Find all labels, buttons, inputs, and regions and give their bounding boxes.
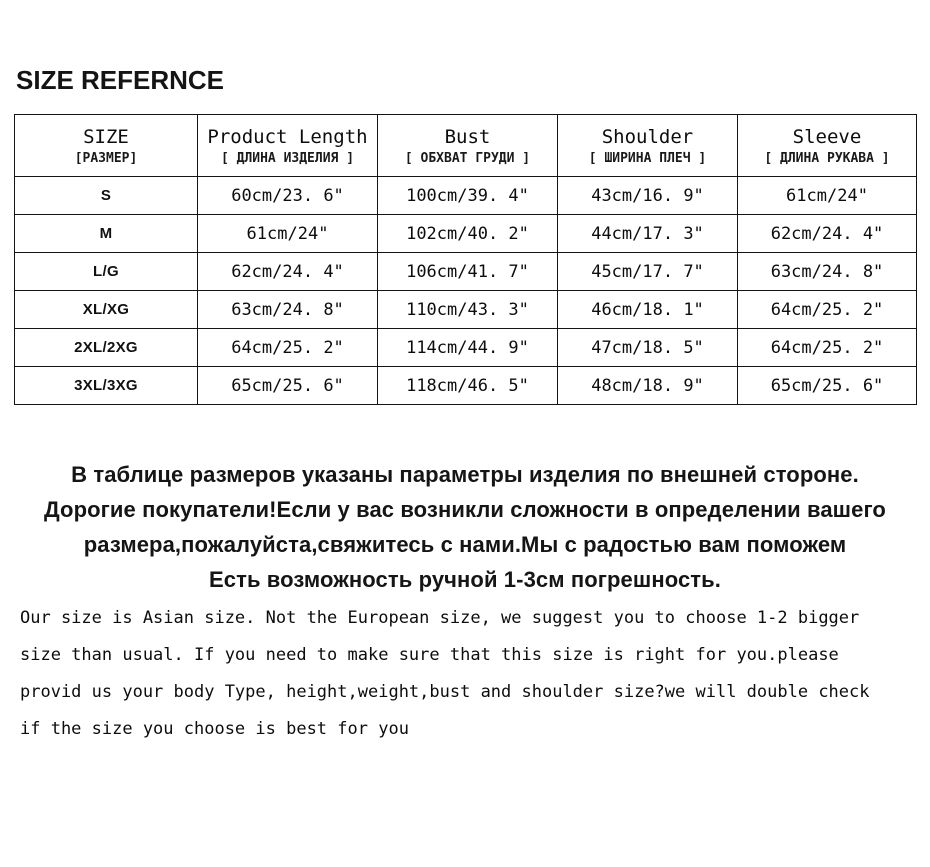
column-label: Product Length bbox=[207, 125, 368, 148]
size-label: XL/XG bbox=[15, 291, 198, 329]
note-english-line: Our size is Asian size. Not the European size, we suggest you to choose 1-2 bigger bbox=[20, 608, 860, 628]
product-length-value: 63cm/24. 8" bbox=[198, 291, 378, 329]
sleeve-value: 62cm/24. 4" bbox=[738, 215, 917, 253]
size-label: 2XL/2XG bbox=[15, 329, 198, 367]
shoulder-value: 43cm/16. 9" bbox=[558, 177, 738, 215]
column-header-shoulder bbox=[558, 115, 738, 177]
column-sublabel: [ ДЛИНА ИЗДЕЛИЯ ] bbox=[220, 150, 355, 166]
sleeve-value: 61cm/24" bbox=[738, 177, 917, 215]
note-english-line: size than usual. If you need to make sure that this size is right for you.please bbox=[20, 645, 839, 665]
column-sublabel: [ ДЛИНА РУКАВА ] bbox=[764, 150, 890, 166]
product-length-value: 61cm/24" bbox=[198, 215, 378, 253]
bust-value: 106cm/41. 7" bbox=[378, 253, 558, 291]
column-label: SIZE bbox=[83, 125, 129, 148]
size-label: L/G bbox=[15, 253, 198, 291]
note-russian-line: Дорогие покупатели!Если у вас возникли сложности в определении вашего bbox=[44, 497, 886, 522]
column-label: Shoulder bbox=[601, 125, 694, 148]
shoulder-value: 45cm/17. 7" bbox=[558, 253, 738, 291]
size-label: S bbox=[15, 177, 198, 215]
size-label: M bbox=[15, 215, 198, 253]
page-title: SIZE REFERNCE bbox=[16, 65, 225, 95]
product-length-value: 62cm/24. 4" bbox=[198, 253, 378, 291]
sleeve-value: 64cm/25. 2" bbox=[738, 329, 917, 367]
note-russian-line: В таблице размеров указаны параметры изделия по внешней стороне. bbox=[71, 462, 859, 487]
sleeve-value: 63cm/24. 8" bbox=[738, 253, 917, 291]
column-sublabel: [ ШИРИНА ПЛЕЧ ] bbox=[588, 150, 707, 166]
table-row-s bbox=[15, 177, 917, 215]
bust-value: 118cm/46. 5" bbox=[378, 367, 558, 405]
note-english-line: if the size you choose is best for you bbox=[20, 719, 409, 739]
product-length-value: 60cm/23. 6" bbox=[198, 177, 378, 215]
sleeve-value: 64cm/25. 2" bbox=[738, 291, 917, 329]
note-russian bbox=[0, 457, 930, 597]
header-row bbox=[15, 115, 917, 177]
column-header-size bbox=[15, 115, 198, 177]
table-row-2xl bbox=[15, 329, 917, 367]
table-row-l bbox=[15, 253, 917, 291]
size-table bbox=[14, 114, 917, 405]
column-sublabel: [ ОБХВАТ ГРУДИ ] bbox=[404, 150, 531, 166]
note-russian-line: Есть возможность ручной 1-3см погрешность. bbox=[208, 567, 722, 592]
shoulder-value: 46cm/18. 1" bbox=[558, 291, 738, 329]
size-label: 3XL/3XG bbox=[15, 367, 198, 405]
sleeve-value: 65cm/25. 6" bbox=[738, 367, 917, 405]
product-length-value: 65cm/25. 6" bbox=[198, 367, 378, 405]
column-header-bust bbox=[378, 115, 558, 177]
column-label: Sleeve bbox=[792, 125, 862, 148]
bust-value: 110cm/43. 3" bbox=[378, 291, 558, 329]
size-reference-page bbox=[0, 66, 930, 748]
table-row-m bbox=[15, 215, 917, 253]
product-length-value: 64cm/25. 2" bbox=[198, 329, 378, 367]
shoulder-value: 44cm/17. 3" bbox=[558, 215, 738, 253]
note-english-line: provid us your body Type, height,weight,bust and shoulder size?we will double check bbox=[20, 682, 870, 702]
column-sublabel: [РАЗМЕР] bbox=[74, 150, 138, 166]
column-label: Bust bbox=[444, 125, 491, 148]
column-header-product-length bbox=[198, 115, 378, 177]
column-header-sleeve bbox=[738, 115, 917, 177]
bust-value: 114cm/44. 9" bbox=[378, 329, 558, 367]
note-english bbox=[20, 600, 930, 748]
bust-value: 102cm/40. 2" bbox=[378, 215, 558, 253]
bust-value: 100cm/39. 4" bbox=[378, 177, 558, 215]
shoulder-value: 48cm/18. 9" bbox=[558, 367, 738, 405]
shoulder-value: 47cm/18. 5" bbox=[558, 329, 738, 367]
note-russian-line: размера,пожалуйста,свяжитесь с нами.Мы с радостью вам поможем bbox=[83, 532, 847, 557]
table-row-xl bbox=[15, 291, 917, 329]
table-row-3xl bbox=[15, 367, 917, 405]
